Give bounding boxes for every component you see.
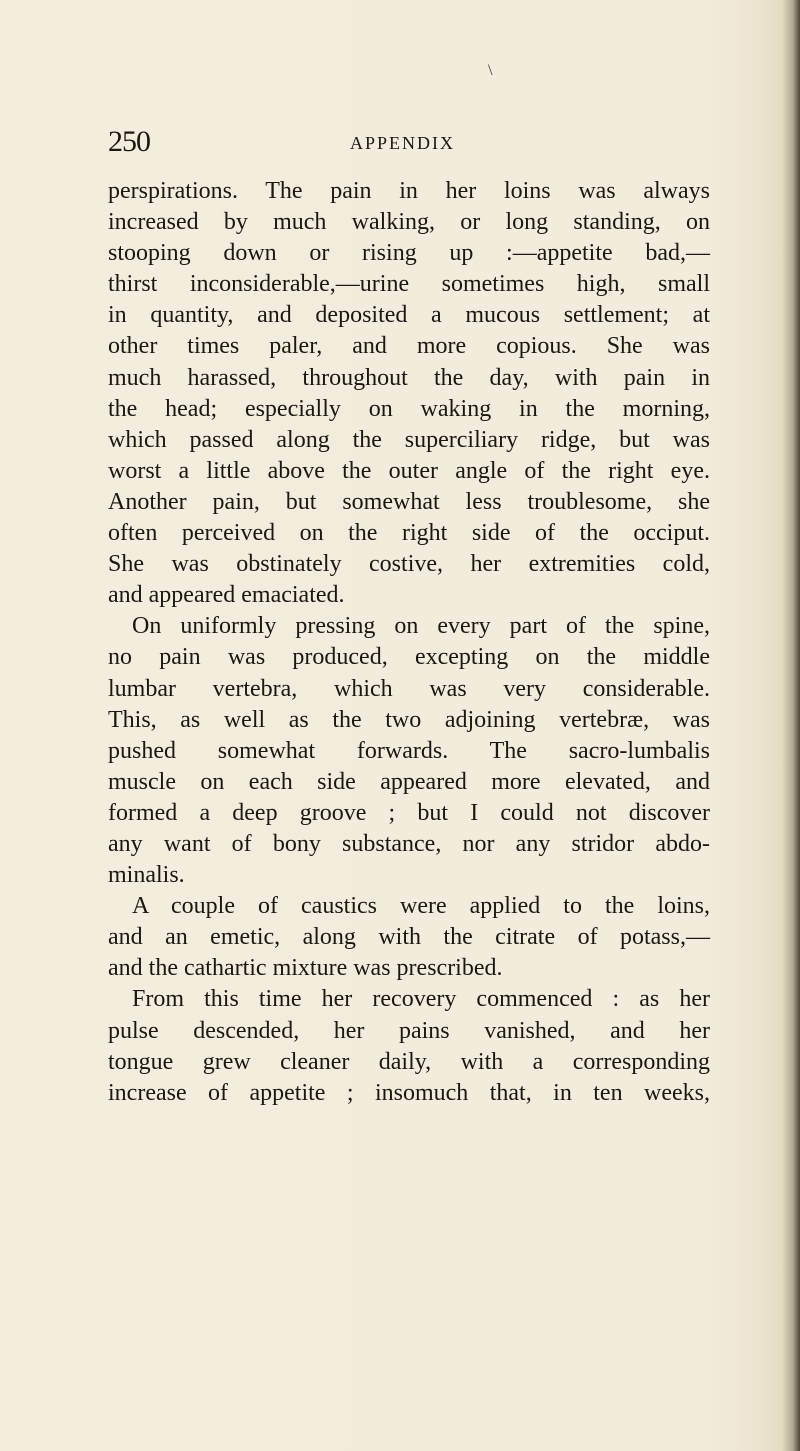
text-line: lumbar vertebra, which was very considerable. bbox=[108, 675, 710, 702]
text-line: pulse descended, her pains vanished, and her bbox=[108, 1017, 710, 1044]
text-line: often perceived on the right side of the occiput. bbox=[108, 520, 710, 547]
text-line: and appeared emaciated. bbox=[108, 582, 345, 609]
text-line: perspirations. The pain in her loins was always bbox=[108, 178, 710, 204]
text-line: formed a deep groove ; but I could not discover bbox=[108, 799, 710, 826]
text-line: no pain was produced, excepting on the middle bbox=[108, 644, 710, 671]
text-line: Another pain, but somewhat less troublesome, she bbox=[108, 488, 710, 515]
text-line: much harassed, throughout the day, with pain in bbox=[108, 364, 710, 391]
text-line: From this time her recovery commenced : as her bbox=[132, 986, 710, 1013]
running-head: APPENDIX bbox=[350, 133, 456, 153]
text-line: in quantity, and deposited a mucous settlement; at bbox=[108, 302, 710, 329]
spine-shadow bbox=[782, 0, 800, 1451]
text-line: which passed along the superciliary ridge, but was bbox=[108, 426, 710, 453]
text-line: muscle on each side appeared more elevated, and bbox=[108, 768, 710, 795]
text-line: increase of appetite ; insomuch that, in ten weeks, bbox=[108, 1079, 710, 1106]
text-line: On uniformly pressing on every part of the spine, bbox=[132, 613, 710, 640]
page-number: 250 bbox=[108, 125, 150, 158]
text-line: other times paler, and more copious. She was bbox=[108, 333, 710, 360]
text-line: worst a little above the outer angle of the right eye. bbox=[108, 457, 710, 484]
body-text bbox=[108, 176, 710, 1109]
text-line: minalis. bbox=[108, 862, 185, 889]
text-line: stooping down or rising up :—appetite bad,— bbox=[108, 240, 710, 267]
text-line: pushed somewhat forwards. The sacro-lumbalis bbox=[108, 737, 710, 764]
text-line: tongue grew cleaner daily, with a corresponding bbox=[108, 1048, 710, 1075]
text-line: and an emetic, along with the citrate of potass,— bbox=[108, 924, 710, 951]
page-header bbox=[108, 126, 718, 158]
text-line: any want of bony substance, nor any stridor abdo- bbox=[108, 830, 710, 857]
text-line: A couple of caustics were applied to the loins, bbox=[132, 893, 710, 920]
text-line: She was obstinately costive, her extremities cold, bbox=[108, 551, 710, 578]
stray-mark: \ bbox=[488, 62, 493, 79]
text-line: the head; especially on waking in the morning, bbox=[108, 395, 710, 422]
text-line: increased by much walking, or long standing, on bbox=[108, 209, 710, 236]
text-line: and the cathartic mixture was prescribed. bbox=[108, 955, 503, 982]
text-line: thirst inconsiderable,—urine sometimes high, small bbox=[108, 271, 710, 298]
text-line: This, as well as the two adjoining vertebræ, was bbox=[108, 706, 710, 733]
